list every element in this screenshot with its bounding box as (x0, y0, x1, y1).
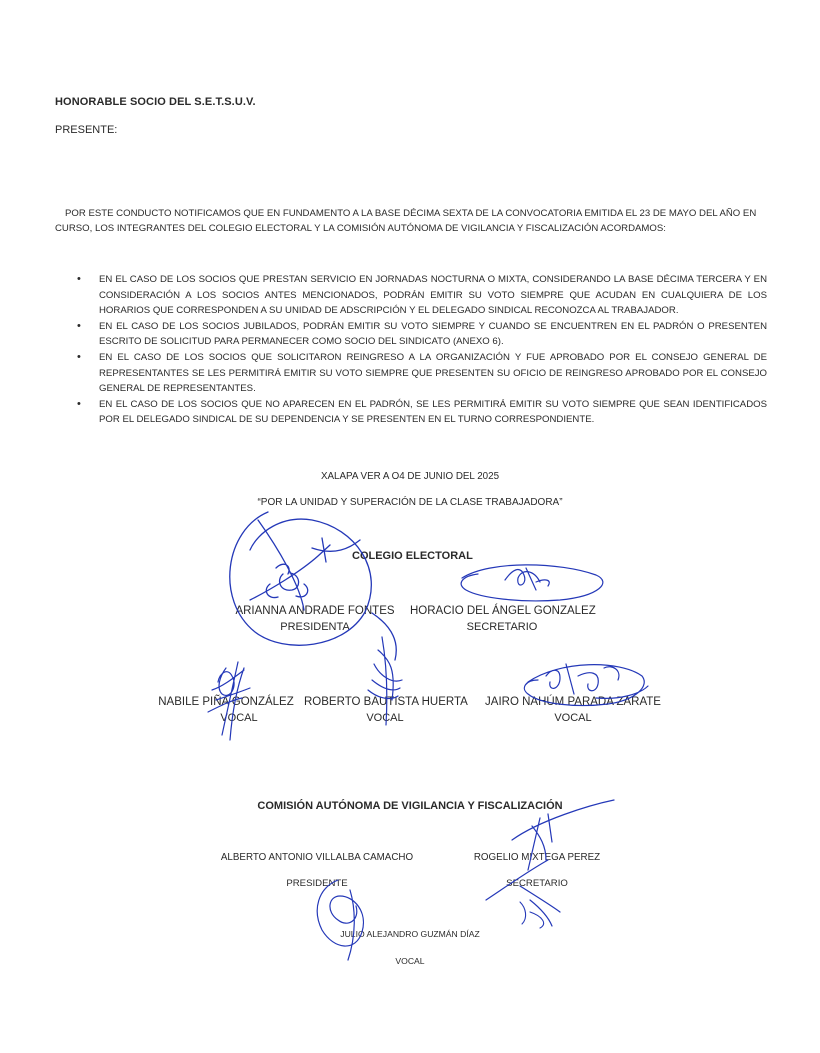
bullet-icon: • (77, 273, 81, 285)
signature-presidenta (230, 512, 397, 660)
signatory-name: NABILE PIÑA GONZÁLEZ (158, 696, 294, 708)
signatory-role: VOCAL (395, 956, 425, 966)
signatory-role: SECRETARIO (506, 878, 568, 889)
signatory-role: PRESIDENTA (280, 621, 350, 633)
list-item-text: EN EL CASO DE LOS SOCIOS QUE NO APARECEN EN EL PADRÓN, SE LES PERMITIRÁ EMITIR SU VOTO SIEMPRE QUE SEAN IDENTIFICADOS POR EL DELEGADO SINDICAL DE SU DEPENDENCIA Y SE PRESENTEN EN EL TURNO CORRESPONDIENTE. (99, 398, 767, 426)
bullet-icon: • (77, 319, 81, 332)
list-item (55, 350, 767, 397)
addressee-line: HONORABLE SOCIO DEL S.E.T.S.U.V. (55, 96, 256, 108)
signatory-presidenta (222, 605, 408, 633)
signatory-name: HORACIO DEL ÁNGEL GONZALEZ (410, 605, 596, 617)
signatory-name: JAIRO NAHÚM PARADA ZARATE (485, 696, 661, 708)
list-item (55, 397, 767, 428)
list-item (55, 319, 767, 350)
signatory-cavf-presidente (214, 852, 420, 889)
place-date: XALAPA VER A O4 DE JUNIO DEL 2025 (320, 471, 500, 482)
comision-title: COMISIÓN AUTÓNOMA DE VIGILANCIA Y FISCALIZACIÓN (257, 800, 563, 812)
signatory-role: PRESIDENTE (286, 878, 348, 889)
signatory-cavf-vocal (300, 929, 520, 966)
intro-paragraph: POR ESTE CONDUCTO NOTIFICAMOS QUE EN FUNDAMENTO A LA BASE DÉCIMA SEXTA DE LA CONVOCATORIA EMITIDA EL 23 DE MAYO DEL AÑO EN CURSO, LOS INTEGRANTES DEL COLEGIO ELECTORAL Y LA COMISIÓN AUTÓNOMA DE VIGILANCIA Y FISCALIZACIÓN ACORDAMOS: (55, 208, 757, 234)
signatory-name: ALBERTO ANTONIO VILLALBA CAMACHO (220, 852, 414, 863)
signatory-name: ROGELIO MIXTEGA PEREZ (473, 852, 601, 863)
motto: “POR LA UNIDAD Y SUPERACIÓN DE LA CLASE TRABAJADORA” (257, 497, 563, 508)
signatory-vocal-1 (150, 696, 302, 724)
signatory-role: VOCAL (220, 712, 258, 724)
agreements-list (55, 272, 767, 428)
signatory-cavf-secretario (462, 852, 612, 889)
list-item-text: EN EL CASO DE LOS SOCIOS JUBILADOS, PODRÁN EMITIR SU VOTO SIEMPRE Y CUANDO SE ENCUENTREN EN EL PADRÓN O PRESENTEN ESCRITO DE SOLICITUD PARA PERMANECER COMO SOCIO DEL SINDICATO (ANEXO 6). (99, 320, 767, 348)
signatory-role: VOCAL (366, 712, 404, 724)
signatory-secretario (410, 605, 594, 633)
signatory-name: JULIO ALEJANDRO GUZMÁN DÍAZ (340, 929, 480, 939)
bullet-icon: • (77, 397, 81, 410)
list-item (55, 272, 767, 319)
salutation: PRESENTE: (55, 124, 118, 136)
signature-secretario (461, 565, 603, 601)
signature-cavf-vocal (520, 902, 544, 928)
bullet-icon: • (77, 350, 81, 363)
signatory-name: ARIANNA ANDRADE FONTES (235, 605, 395, 617)
colegio-electoral-title: COLEGIO ELECTORAL (352, 550, 473, 562)
signatory-name: ROBERTO BAUTISTA HUERTA (304, 696, 468, 708)
signatory-role: VOCAL (554, 712, 592, 724)
list-item-text: EN EL CASO DE LOS SOCIOS QUE SOLICITARON REINGRESO A LA ORGANIZACIÓN Y FUE APROBADO POR EL CONSEJO GENERAL DE REPRESENTANTES SE LES PERMITIRÁ EMITIR SU VOTO SIEMPRE QUE PRESENTEN SU OFICIO DE REINGRESO APROBADO POR EL CONSEJO GENERAL DE REPRESENTANTES. (99, 351, 767, 395)
signatory-role: SECRETARIO (466, 621, 538, 633)
signatory-vocal-3 (478, 696, 668, 724)
signatory-vocal-2 (304, 696, 466, 724)
list-item-text: EN EL CASO DE LOS SOCIOS QUE PRESTAN SERVICIO EN JORNADAS NOCTURNA O MIXTA, CONSIDERANDO LA BASE DÉCIMA TERCERA Y EN CONSIDERACIÓN A LOS SOCIOS ANTES MENCIONADOS, PODRÁN EMITIR SU VOTO SIEMPRE QUE ACUDAN EN CUALQUIERA DE LOS HORARIOS QUE CORRESPONDEN A SU UNIDAD DE ADSCRIPCIÓN Y EL DELEGADO SINDICAL RECONOZCA AL TRABAJADOR. (99, 274, 767, 317)
